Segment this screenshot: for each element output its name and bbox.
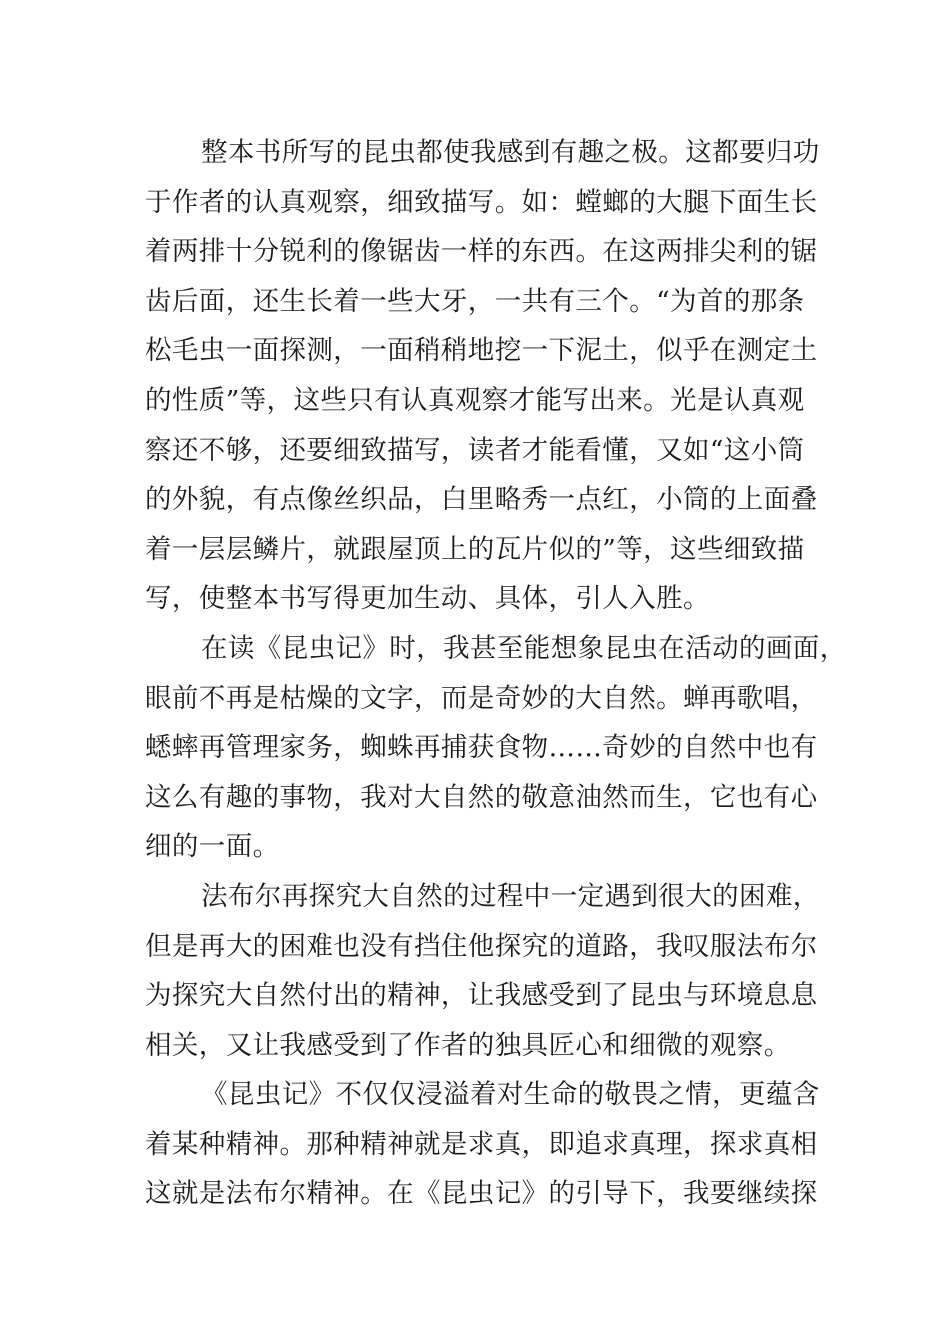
text-line: 法布尔再探究大自然的过程中一定遇到很大的困难， <box>201 880 820 912</box>
text-line: 细的一面。 <box>145 831 280 863</box>
text-line: 齿后面，还生长着一些大牙，一共有三个。“为首的那条 <box>145 285 805 317</box>
text-line: 的性质”等，这些只有认真观察才能写出来。光是认真观 <box>145 384 805 416</box>
text-line: 的外貌，有点像丝织品，白里略秀一点红，小筒的上面叠 <box>145 484 818 516</box>
text-line: 着某种精神。那种精神就是求真，即追求真理，探求真相 <box>145 1128 818 1160</box>
text-line: 为探究大自然付出的精神，让我感受到了昆虫与环境息息 <box>145 980 818 1012</box>
text-line: 相关，又让我感受到了作者的独具匠心和细微的观察。 <box>145 1029 791 1061</box>
text-line: 这就是法布尔精神。在《昆虫记》的引导下，我要继续探 <box>145 1178 818 1210</box>
text-line: 于作者的认真观察，细致描写。如：螳螂的大腿下面生长 <box>145 186 818 218</box>
text-line: 但是再大的困难也没有挡住他探究的道路，我叹服法布尔 <box>145 930 818 962</box>
text-line: 察还不够，还要细致描写，读者才能看懂，又如“这小筒 <box>145 434 805 466</box>
text-line: 松毛虫一面探测，一面稍稍地挖一下泥土，似乎在测定土 <box>145 335 818 367</box>
text-line: 着两排十分锐利的像锯齿一样的东西。在这两排尖利的锯 <box>145 236 818 268</box>
paragraph-1 <box>145 128 825 624</box>
text-line: 写，使整本书写得更加生动、具体，引人入胜。 <box>145 583 710 615</box>
text-line: 眼前不再是枯燥的文字，而是奇妙的大自然。蝉再歌唱， <box>145 682 818 714</box>
text-line: 《昆虫记》不仅仅浸溢着对生命的敬畏之情，更蕴含 <box>201 1079 820 1111</box>
paragraph-4 <box>145 1070 825 1219</box>
text-line: 整本书所写的昆虫都使我感到有趣之极。这都要归功 <box>201 137 820 168</box>
text-line: 蟋蟀再管理家务，蜘蛛再捕获食物……奇妙的自然中也有 <box>145 732 818 764</box>
paragraph-2 <box>145 624 847 872</box>
text-line: 着一层层鳞片，就跟屋顶上的瓦片似的”等，这些细致描 <box>145 533 805 565</box>
text-line: 这么有趣的事物，我对大自然的敬意油然而生，它也有心 <box>145 781 818 813</box>
paragraph-3 <box>145 872 825 1070</box>
text-line: 在读《昆虫记》时，我甚至能想象昆虫在活动的画面， <box>201 632 847 664</box>
document-body <box>145 128 847 1219</box>
